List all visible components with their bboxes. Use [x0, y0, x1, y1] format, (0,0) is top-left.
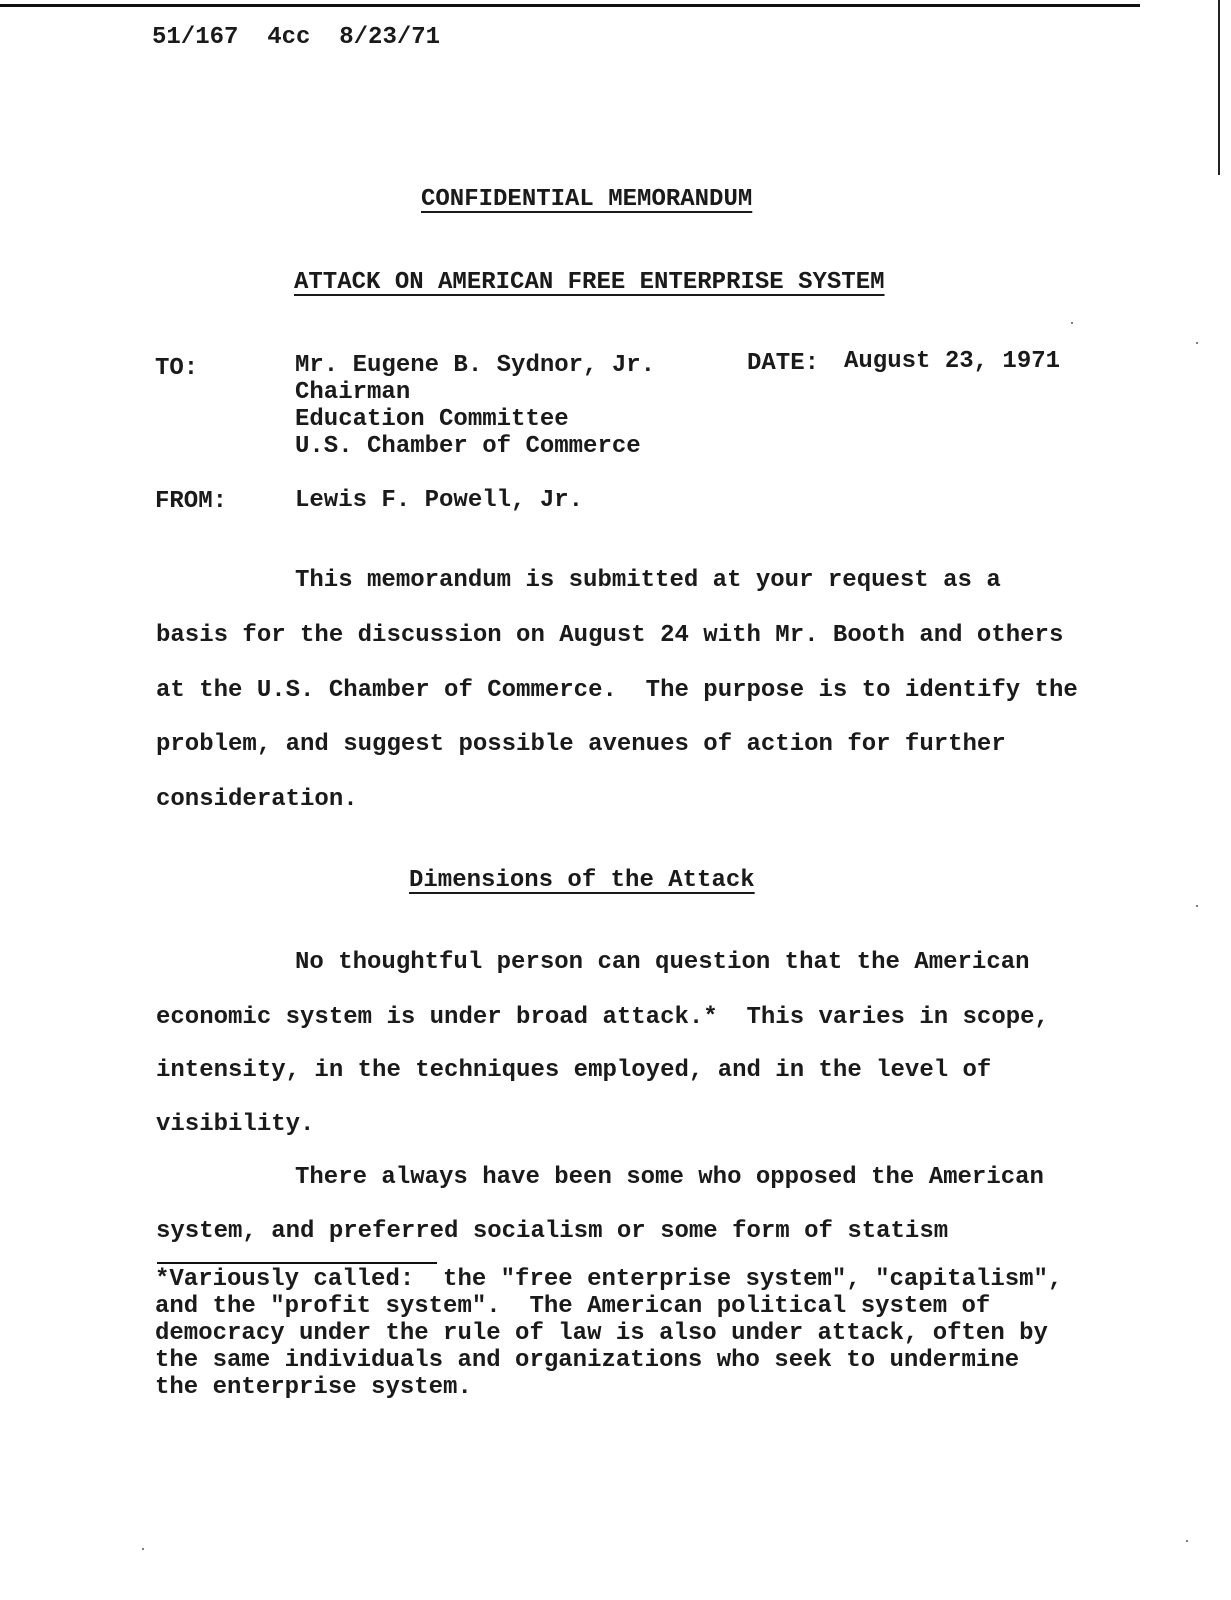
- section-heading: Dimensions of the Attack: [409, 867, 755, 894]
- top-edge-rule: [0, 4, 1140, 7]
- to-line: Chairman: [295, 379, 411, 406]
- scan-speck: [1196, 342, 1198, 344]
- file-reference: 51/167 4cc 8/23/71: [152, 24, 441, 51]
- paragraph-2-line: system, and preferred socialism or some form of statism: [156, 1218, 949, 1245]
- from-label: FROM:: [155, 488, 228, 515]
- paragraph-1-line: intensity, in the techniques employed, and in the level of: [156, 1057, 992, 1084]
- scan-speck: [1196, 905, 1198, 907]
- footnote-line: the same individuals and organizations who seek to undermine: [155, 1347, 1020, 1374]
- to-label: TO:: [155, 355, 199, 382]
- to-line: Mr. Eugene B. Sydnor, Jr.: [295, 352, 656, 379]
- footnote-line: *Variously called: the "free enterprise system", "capitalism",: [155, 1266, 1063, 1293]
- footnote-rule: [157, 1262, 437, 1264]
- intro-line: This memorandum is submitted at your request as a: [295, 567, 1001, 594]
- footnote-line: and the "profit system". The American political system of: [155, 1293, 991, 1320]
- scan-speck: [1186, 1540, 1188, 1542]
- paragraph-1-line: economic system is under broad attack.* This varies in scope,: [156, 1004, 1049, 1031]
- scan-speck: [1071, 322, 1073, 324]
- intro-line: at the U.S. Chamber of Commerce. The purpose is to identify the: [156, 677, 1078, 704]
- footnote-line: the enterprise system.: [155, 1374, 472, 1401]
- intro-line: problem, and suggest possible avenues of action for further: [156, 731, 1006, 758]
- date-label: DATE:: [747, 350, 820, 377]
- intro-line: basis for the discussion on August 24 with Mr. Booth and others: [156, 622, 1064, 649]
- from-value: Lewis F. Powell, Jr.: [295, 487, 584, 514]
- footnote-line: democracy under the rule of law is also under attack, often by: [155, 1320, 1048, 1347]
- classification-heading: CONFIDENTIAL MEMORANDUM: [421, 186, 753, 213]
- date-value: August 23, 1971: [844, 348, 1061, 375]
- to-line: U.S. Chamber of Commerce: [295, 433, 641, 460]
- paragraph-2-line: There always have been some who opposed the American: [295, 1164, 1044, 1191]
- paragraph-1-line: No thoughtful person can question that the American: [295, 949, 1030, 976]
- subject-heading: ATTACK ON AMERICAN FREE ENTERPRISE SYSTEM: [294, 269, 885, 296]
- paragraph-1-line: visibility.: [156, 1111, 315, 1138]
- to-line: Education Committee: [295, 406, 569, 433]
- right-edge-rule: [1218, 0, 1220, 175]
- intro-line: consideration.: [156, 786, 358, 813]
- scan-speck: [142, 1548, 144, 1550]
